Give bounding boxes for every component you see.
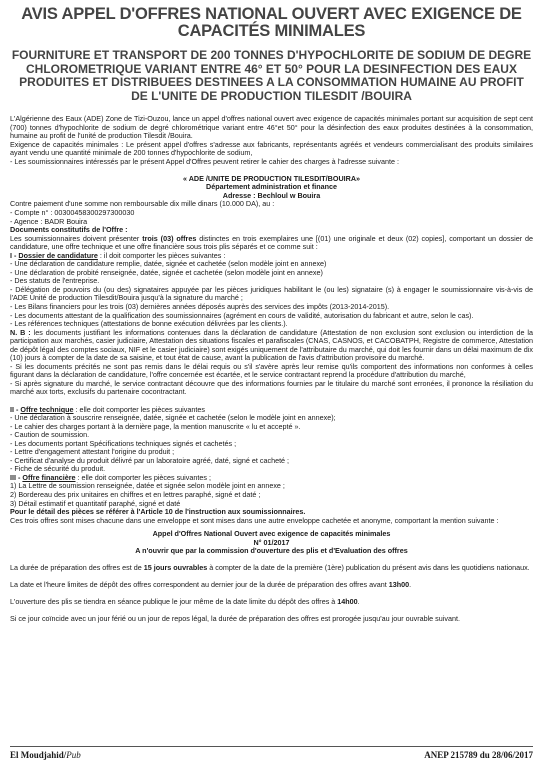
mention-title: Appel d'Offres National Ouvert avec exigence de capacités minimales — [152, 529, 391, 539]
list-item: - Délégation de pouvoirs du (ou des) signataires appuyée par les pièces juridiques habilitant le (ou les) signataire (s) à engager le soumissionnaire vis-à-vis de l'ADE Unité de production Tilesdit/Bouira jusqu'à la signature du marché ; — [10, 284, 533, 303]
list-item: - Lettre d'engagement attestant l'origine du produit ; — [10, 447, 175, 457]
offers-paragraph: Les soumissionnaires doivent présenter trois (03) offres distinctes en trois exemplaires une [(01) une originale et deux (02) copies], comportant un dossier de candidature, une offre technique et une offre financière sous trois plis séparés et ce comme suit : — [10, 233, 533, 252]
list-item: - Fiche de sécurité du produit. — [10, 464, 106, 474]
address-line: Adresse : Bechloul w Bouira — [222, 190, 321, 200]
list-item: - Une déclaration de probité renseignée, datée, signée et cachetée (selon modèle joint en annexe) — [10, 267, 323, 277]
note-paragraph: - Si après signature du marché, le service contractant découvre que des informations fournies par le titulaire du marché sont erronées, il prononce la résiliation du marché aux torts, exclusifs du partenaire cocontractant. — [10, 378, 533, 397]
technique-heading: II - Offre technique : elle doit comporter les pièces suivantes — [10, 404, 205, 414]
holiday-paragraph: Si ce jour coïncide avec un jour férié ou un jour de repos légal, la durée de préparation des offres est prorogée jusqu'au jour ouvrable suivant. — [10, 614, 460, 624]
list-item: 2) Bordereau des prix unitaires en chiffres et en lettres paraphé, signé et daté ; — [10, 489, 261, 499]
docs-title: Documents constitutifs de l'Offre : — [10, 225, 128, 235]
envelope-paragraph: Ces trois offres sont mises chacune dans une enveloppe et sont mises dans une autre enveloppe cachetée et anonyme, comportant la mention suivante : — [10, 515, 499, 525]
deadline-paragraph: La date et l'heure limites de dépôt des offres correspondent au dernier jour de la durée de préparation des offres avant 13h00. — [10, 580, 412, 590]
account-number: - Compte n° : 00300458300297300030 — [10, 207, 135, 217]
duration-paragraph: La durée de préparation des offres est de 15 jours ouvrables à compter de la date de la première (1ère) publication du présent avis dans les quotidiens nationaux. — [10, 563, 530, 573]
intro-paragraph: L'Algérienne des Eaux (ADE) Zone de Tizi-Ouzou, lance un appel d'offres national ouvert avec exigence de capacités minimales portant sur acquisition de sept cent (700) tonnes d'hypochlorite de sodium de degré chlorométrique variant entre 46°et 50° pour la désinfection des eaux produites destinées à la consommation, humaine au profit de l'unité de production Tilesdit /Bouira. — [10, 114, 533, 141]
mention-number: N° 01/2017 — [253, 537, 290, 547]
address-unit: « ADE /UNITE DE PRODUCTION TILESDIT/BOUIRA» — [182, 173, 361, 183]
list-item: - Une déclaration de candidature remplie, datée, signée et cachetée (selon modèle joint en annexe) — [10, 259, 327, 269]
anep-reference: ANEP 215789 du 28/06/2017 — [424, 750, 533, 760]
page-subtitle: FOURNITURE ET TRANSPORT DE 200 TONNES D'HYPOCHLORITE DE SODIUM DE DEGRE CHLOROMETRIQUE VARIANT ENTRE 46° ET 50° POUR LA DESINFECTION DES EAUX PRODUITES ET DISTRIBUEES DESTINEES A LA CONSOMMATION HUMAINE AU PROFIT DE L'UNITE DE PRODUCTION TILESDIT /BOUIRA — [11, 48, 532, 103]
page-title: AVIS APPEL D'OFFRES NATIONAL OUVERT AVEC EXIGENCE DE CAPACITÉS MINIMALES — [21, 5, 522, 40]
notice-body — [10, 115, 533, 624]
nb-paragraph: N. B : les documents justifiant les informations contenues dans la déclaration de candidature (Attestation de non exclusion sont exclusion ou interdiction de la participation aux marchés, casier judiciaire, Attestation des situations fiscales et parafiscales (CNAS, CASNOS, et CACOBATPH, Registre de commerce, Attestation de dépôt légal des comptes sociaux, NIF et le casier judiciaire) sont exigés uniquement de l'attributaire du marché, qui doit les fournir dans un délai maximum de dix (10) jours à compter de la date de sa saisine, et tout état de cause, avant la publication de l'avis d'attribution provisoire du marché. — [10, 327, 533, 363]
bank-agency: - Agence : BADR Bouira — [10, 216, 88, 226]
withdraw-paragraph: - Les soumissionnaires intéressés par le présent Appel d'Offres peuvent retirer le cahier des charges à l'adresse suivante : — [10, 156, 399, 166]
list-item: - Des statuts de l'entreprise. — [10, 276, 100, 286]
footer — [10, 746, 533, 760]
payment-paragraph: Contre paiement d'une somme non remboursable dix mille dinars (10.000 DA), au : — [10, 199, 275, 209]
mention-instruction: A n'ouvrir que par la commission d'ouverture des plis et d'Evaluation des offres — [135, 546, 408, 556]
list-item: - Les documents portant Spécifications techniques signés et cachetés ; — [10, 438, 237, 448]
list-item: 1) La Lettre de soumission renseignée, datée et signée selon modèle joint en annexe ; — [10, 481, 285, 491]
dossier-heading: I - Dossier de candidature : il doit comporter les pièces suivantes : — [10, 250, 226, 260]
opening-paragraph: L'ouverture des plis se tiendra en séance publique le jour même de la date limite du dépôt des offres à 14h00. — [10, 597, 360, 607]
list-item: - Les documents attestant de la qualification des soumissionnaires (agrément en cours de validité, autorisation du fabricant et autre, selon le cas). — [10, 310, 474, 320]
note-paragraph: - Si les documents précités ne sont pas remis dans le délai requis ou s'il s'avère après leur remise qu'ils comportent des informations non conformes à celles figurant dans la déclaration de candidature, l'offre concernée est écartée, et le service contractant reprend la procédure d'attribution du marché, — [10, 361, 533, 380]
list-item: - Le cahier des charges portant à la dernière page, la mention manuscrite « lu et accepté ». — [10, 421, 301, 431]
list-item: 3) Détail estimatif et quantitatif paraphé, signé et daté — [10, 498, 181, 508]
article-reference: Pour le détail des pièces se référer à l'Article 10 de l'instruction aux soumissionnaires. — [10, 507, 306, 517]
list-item: - Les Bilans financiers pour les trois (03) dernières années déposés auprès des services des impôts (2013-2014-2015). — [10, 301, 390, 311]
list-item: - Caution de soumission. — [10, 430, 90, 440]
financiere-heading: III - Offre financière : elle doit comporter les pièces suivantes ; — [10, 472, 211, 482]
publisher: El Moudjahid/Pub — [10, 750, 81, 760]
list-item: - Certificat d'analyse du produit délivré par un laboratoire agréé, daté, signé et cacheté ; — [10, 455, 290, 465]
list-item: - Les références techniques (attestations de bonne exécution délivrées par les clients.). — [10, 319, 288, 329]
list-item: - Une déclaration à souscrire renseignée, datée, signée et cachetée (selon le modèle joint en annexe); — [10, 413, 336, 423]
capacity-paragraph: Exigence de capacités minimales : Le présent appel d'offres s'adresse aux fabricants, représentants agréés et vendeurs commercialisant des produits similaires ayant vendu une quantité minimale de 200 tonnes d'hypochlorite de sodium, — [10, 139, 533, 158]
address-department: Département administration et finance — [206, 182, 337, 192]
